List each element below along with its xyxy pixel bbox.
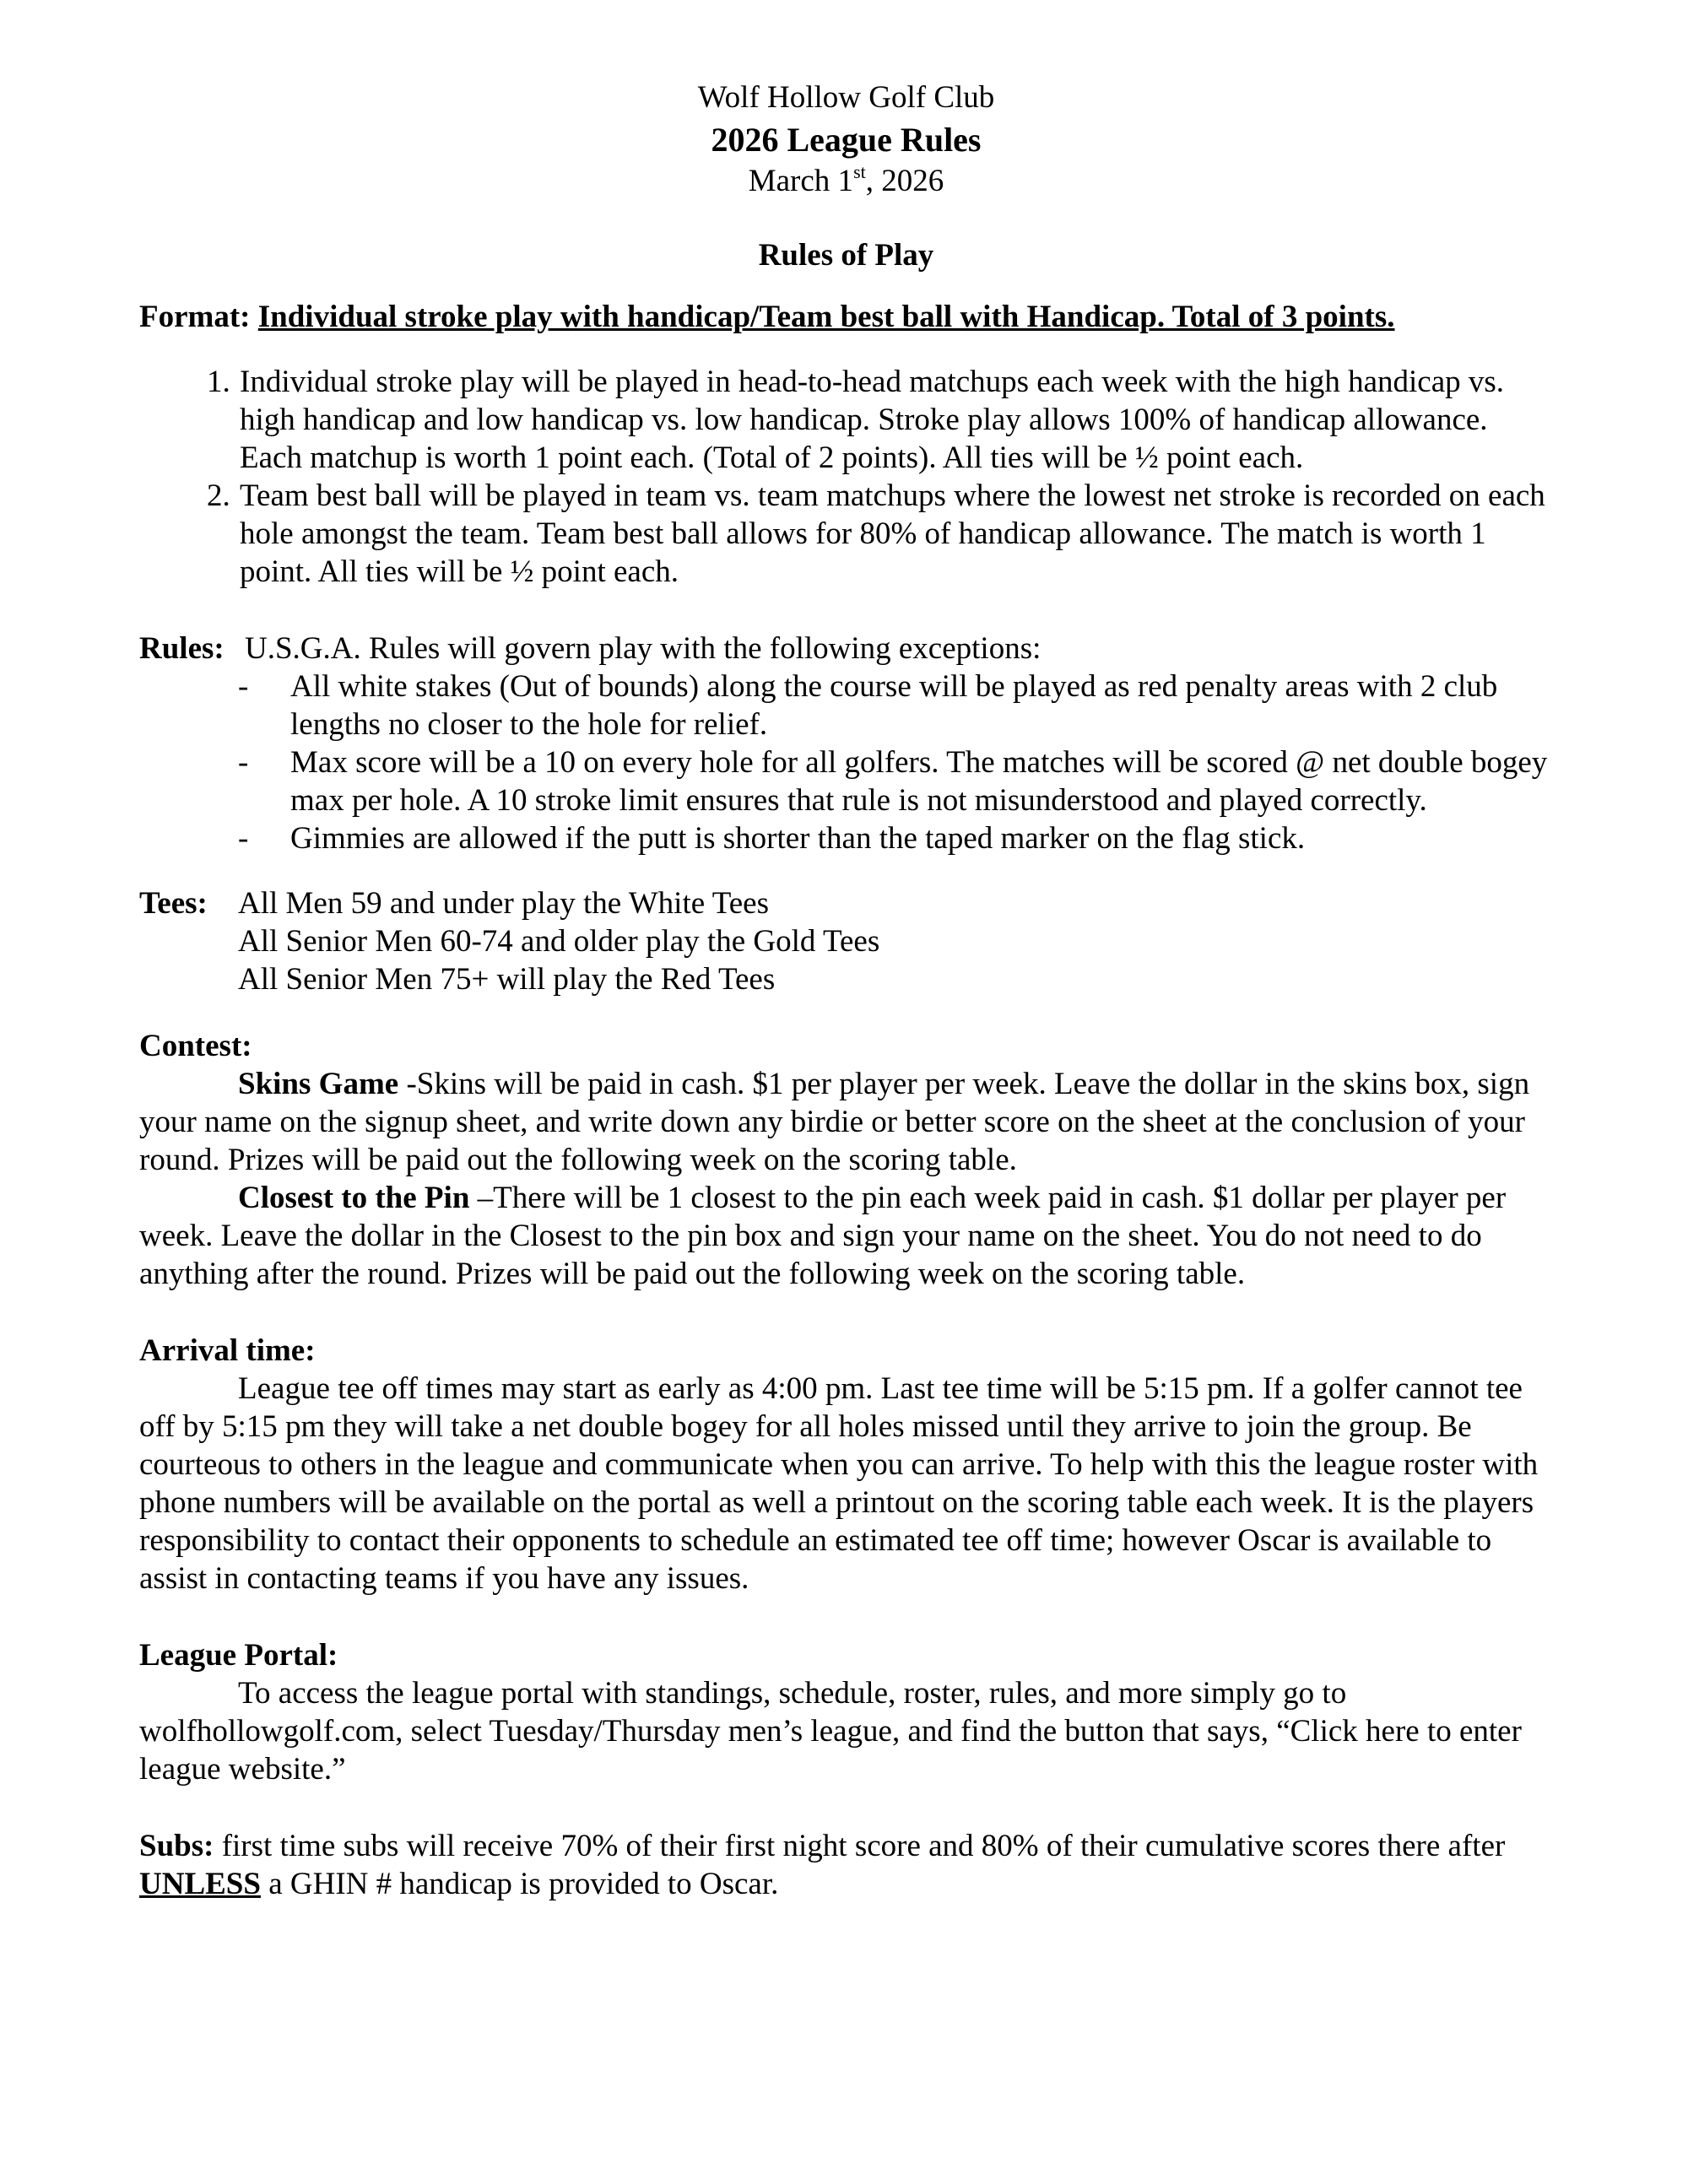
arrival-heading: Arrival time:: [139, 1333, 316, 1368]
tee-line: All Senior Men 75+ will play the Red Tees: [238, 962, 776, 997]
tees-label: Tees:: [139, 886, 208, 921]
tees-section: [139, 884, 1553, 998]
tee-line: All Senior Men 60-74 and older play the Gold Tees: [238, 924, 880, 959]
dash-bullet: -: [238, 669, 249, 704]
dash-bullet: -: [238, 821, 249, 856]
contest-heading: Contest:: [139, 1029, 252, 1063]
skins-title: Skins Game: [238, 1067, 399, 1101]
rules-section: [139, 630, 1553, 857]
rules-intro: U.S.G.A. Rules will govern play with the following exceptions:: [245, 631, 1041, 666]
document-title: 2026 League Rules: [711, 121, 982, 159]
play-format-item: 2. Team best ball will be played in team vs. team matchups where the lowest net stroke is recorded on each hole amongst the team. Team best ball allows for 80% of handicap allowance. The match is worth 1 point. All ties will be ½ point each.: [238, 477, 1553, 591]
date-prefix: March 1: [748, 164, 854, 198]
subs-text-after: a GHIN # handicap is provided to Oscar.: [260, 1867, 779, 1901]
skins-text: -Skins will be paid in cash. $1 per player per week. Leave the dollar in the skins box, sign your name on the signup sheet, and write down any birdie or better score on the sheet at the conclusion of your round. Prizes will be paid out the following week on the scoring table.: [139, 1067, 1530, 1177]
date-suffix: , 2026: [865, 164, 944, 198]
exceptions-list: [139, 668, 1553, 857]
date-ordinal: st: [853, 160, 866, 182]
format-line: [139, 298, 1553, 336]
arrival-section: [139, 1332, 1553, 1597]
format-label: Format:: [139, 300, 251, 334]
format-text: Individual stroke play with handicap/Team best ball with Handicap. Total of 3 points.: [257, 300, 1395, 334]
skins-paragraph: [139, 1065, 1553, 1179]
subs-text-before: first time subs will receive 70% of their first night score and 80% of their cumulative scores there after: [214, 1829, 1506, 1863]
tee-line: All Men 59 and under play the White Tees: [238, 886, 769, 921]
portal-section: [139, 1636, 1553, 1788]
exception-item: [238, 819, 1553, 857]
play-format-item: 1. Individual stroke play will be played in head-to-head matchups each week with the high handicap vs. high handicap and low handicap vs. low handicap. Stroke play allows 100% of handicap allowance. Each matchup is worth 1 point each. (Total of 2 points). All ties will be ½ point each.: [238, 363, 1553, 477]
subs-emphasis: UNLESS: [139, 1867, 261, 1901]
portal-text: To access the league portal with standings, schedule, roster, rules, and more simply go to wolfhollowgolf.com, select Tuesday/Thursday men’s league, and find the button that says, “Click here to enter league website.”: [139, 1676, 1522, 1787]
arrival-text: League tee off times may start as early as 4:00 pm. Last tee time will be 5:15 pm. If a golfer cannot tee off by 5:15 pm they will take a net double bogey for all holes missed until they arrive to join the group. Be courteous to others in the league and communicate when you can arrive. To help with this the league roster with phone numbers will be available on the portal as well a printout on the scoring table each week. It is the players responsibility to contact their opponents to schedule an estimated tee off time; however Oscar is available to assist in contacting teams if you have any issues.: [139, 1371, 1539, 1596]
exception-text: Max score will be a 10 on every hole for all golfers. The matches will be scored @ net double bogey max per hole. A 10 stroke limit ensures that rule is not misunderstood and played correctly.: [290, 745, 1548, 818]
ctp-paragraph: [139, 1179, 1553, 1293]
contest-section: [139, 1027, 1553, 1293]
subs-label: Subs:: [139, 1829, 214, 1863]
exception-item: [238, 668, 1553, 743]
portal-heading: League Portal:: [139, 1638, 338, 1673]
subs-section: [139, 1827, 1553, 1903]
dash-bullet: -: [238, 745, 249, 780]
ctp-text: –There will be 1 closest to the pin each week paid in cash. $1 dollar per player per week. Leave the dollar in the Closest to the pin box and sign your name on the sheet. You do not need to do anything after the round. Prizes will be paid out the following week on the scoring table.: [139, 1181, 1507, 1291]
exception-item: [238, 743, 1553, 819]
play-format-list: [139, 363, 1553, 591]
exception-text: All white stakes (Out of bounds) along the course will be played as red penalty areas with 2 club lengths no closer to the hole for relief.: [290, 669, 1498, 742]
club-name: Wolf Hollow Golf Club: [697, 80, 995, 115]
rules-of-play-heading: Rules of Play: [758, 238, 934, 273]
document-date: [139, 162, 1553, 201]
tees-lines: [238, 884, 879, 998]
ctp-title: Closest to the Pin: [238, 1181, 470, 1215]
exception-text: Gimmies are allowed if the putt is shorter than the taped marker on the flag stick.: [290, 821, 1306, 856]
document-page: [139, 78, 1553, 1903]
rules-label: Rules:: [139, 631, 225, 666]
